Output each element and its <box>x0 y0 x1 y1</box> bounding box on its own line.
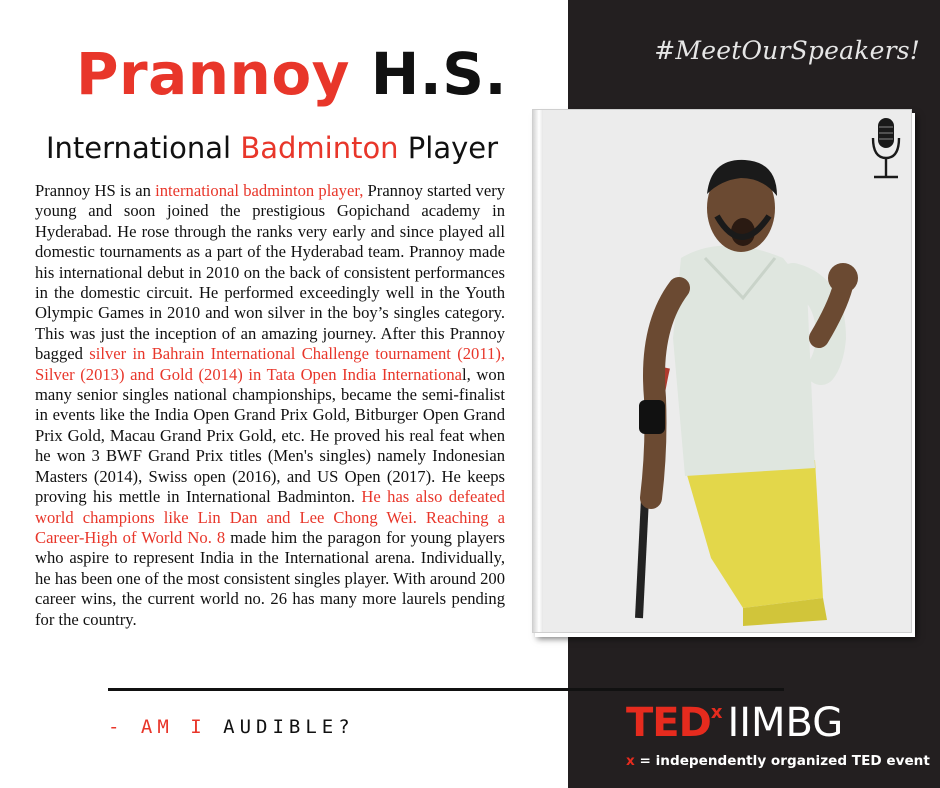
bio-part-5: l, won many senior singles national championships, became the semi-finalist in events like the India Open Grand Prix Gold, Bitburger Open Grand Prix Gold, Macau Grand Prix Gold, etc. He proved his real feat when he won 3 BWF Grand Prix titles (Men's singles) namely Indonesian Masters (2014), Swiss open (2016), and US Open (2017). He keeps proving his mettle in International Badminton. <box>35 364 505 507</box>
bio-part-1: Prannoy HS is an <box>35 181 156 200</box>
subtitle-pre: International <box>46 131 241 165</box>
tedx-mark <box>626 700 721 746</box>
footer-divider <box>108 688 784 691</box>
photo-card-edge <box>533 110 543 632</box>
tedx-tagline <box>626 753 930 769</box>
speaker-last-name: H.S. <box>370 40 508 108</box>
subtitle-post: Player <box>398 131 499 165</box>
speaker-name <box>76 40 507 108</box>
speaker-first-name: Prannoy <box>76 40 350 108</box>
bio-highlight-2: silver in Bahrain International Challenge tournament (2011), Silver (2013) and Gold (2014) in Tata Open India Internationa <box>35 344 505 384</box>
tagline-dash: - <box>108 716 141 738</box>
player-photo <box>593 138 863 628</box>
audible-tagline <box>108 716 355 738</box>
tedx-logo <box>626 700 843 746</box>
microphone-icon <box>869 116 903 180</box>
bio-part-3: Prannoy started very young and soon joined the prestigious Gopichand academy in Hyderabad. He rose through the ranks very early and since played all domestic tournaments as a part of the Hyderabad team. Prannoy made his international debut in 2010 on the back of consistent performances in the domestic circuit. He performed exceedingly well in the Youth Olympic Games in 2010 and won silver in the boy’s singles category. This was just the inception of an amazing journey. After this Prannoy bagged <box>35 181 506 364</box>
bio-part-7: made him the paragon for young players who aspire to represent India in the International arena. Individually, he has been one of the most consistent singles player. With around 200 career wins, the current world no. 26 has many more laurels pending for the country. <box>35 527 505 629</box>
speaker-bio <box>35 181 505 630</box>
tedx-superscript: x <box>710 701 722 723</box>
speaker-photo-card <box>532 109 912 633</box>
tagline-i: I <box>190 716 207 738</box>
tagline-am: AM <box>140 716 174 738</box>
hashtag-label: #MeetOurSpeakers! <box>654 36 920 65</box>
tagline-audible: AUDIBLE? <box>223 716 355 738</box>
bio-highlight-3: He has also defeated world champions like Lin Dan and Lee Chong Wei. Reaching a Career-High of World No. 8 <box>35 487 505 547</box>
bio-highlight-1: international badminton player, <box>155 181 364 200</box>
tedx-text: TED <box>626 700 711 746</box>
speaker-subtitle <box>46 131 498 165</box>
tedx-tagline-x: x <box>626 753 635 769</box>
tedx-event-name: IIMBG <box>727 700 844 746</box>
tedx-tagline-text: = independently organized TED event <box>634 753 930 769</box>
subtitle-accent: Badminton <box>240 131 399 165</box>
